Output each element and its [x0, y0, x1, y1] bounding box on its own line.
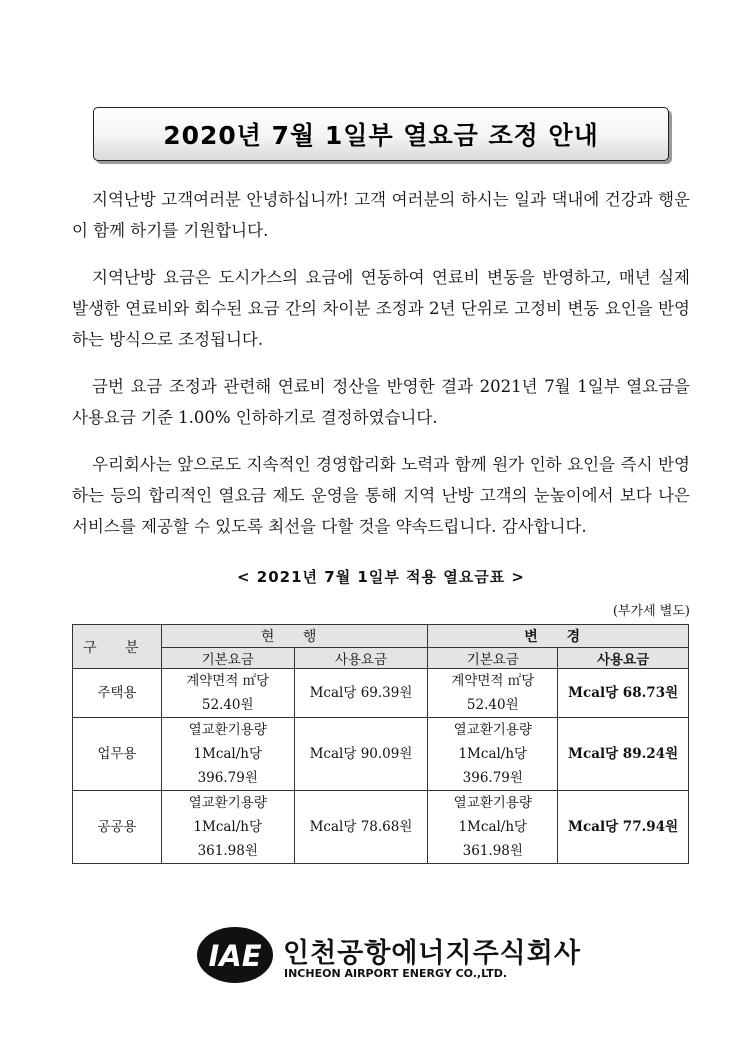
table-header-row: [73, 625, 689, 648]
company-name-korean: 인천공항에너지주식회사: [283, 938, 581, 969]
new-basic-rate: 계약면적 ㎡당 52.40원: [428, 669, 558, 718]
current-basic-rate: 열교환기용량 1Mcal/h당 396.79원: [161, 718, 294, 791]
current-basic-rate: 열교환기용량 1Mcal/h당 361.98원: [161, 791, 294, 864]
paragraph-greeting: 지역난방 고객여러분 안녕하십니까! 고객 여러분의 하시는 일과 댁내에 건강과 행운이 함께 하기를 기원합니다.: [72, 190, 690, 240]
current-usage-rate: Mcal당 90.09원: [294, 718, 428, 791]
paragraph-adjustment: 금번 요금 조정과 관련해 연료비 정산을 반영한 결과 2021년 7월 1일부 열요금을 사용요금 기준 1.00% 인하하기로 결정하였습니다.: [72, 377, 690, 427]
vat-note: (부가세 별도): [612, 604, 690, 619]
row-category: 업무용: [73, 718, 162, 791]
page-title: 2020년 7월 1일부 열요금 조정 안내: [163, 121, 599, 150]
header-changed: 변 경: [428, 625, 689, 648]
header-current-usage: 사용요금: [294, 648, 428, 669]
paragraph-commitment: 우리회사는 앞으로도 지속적인 경영합리화 노력과 함께 원가 인하 요인을 즉시 반영하는 등의 합리적인 열요금 제도 운영을 통해 지역 난방 고객의 눈높이에서 보다 나은 서비스를 제공할 수 있도록 최선을 다할 것을 약속드립니다. 감사합니다.: [72, 455, 690, 536]
new-usage-rate: Mcal당 68.73원: [558, 669, 689, 718]
table-row: [73, 669, 689, 718]
header-changed-usage: 사용요금: [558, 648, 689, 669]
table-row: [73, 718, 689, 791]
company-footer: [195, 925, 581, 985]
new-usage-rate: Mcal당 89.24원: [558, 718, 689, 791]
rate-table: [72, 624, 689, 864]
header-changed-basic: 기본요금: [428, 648, 558, 669]
header-current: 현 행: [161, 625, 428, 648]
title-box: [93, 107, 669, 161]
current-usage-rate: Mcal당 78.68원: [294, 791, 428, 864]
current-basic-rate: 계약면적 ㎡당 52.40원: [161, 669, 294, 718]
header-current-basic: 기본요금: [161, 648, 294, 669]
company-name-english: INCHEON AIRPORT ENERGY CO.,LTD.: [284, 967, 508, 980]
header-category: 구 분: [73, 625, 162, 669]
new-usage-rate: Mcal당 77.94원: [558, 791, 689, 864]
new-basic-rate: 열교환기용량 1Mcal/h당 361.98원: [428, 791, 558, 864]
paragraph-rate-policy: 지역난방 요금은 도시가스의 요금에 연동하여 연료비 변동을 반영하고, 매년 실제 발생한 연료비와 회수된 요금 간의 차이분 조정과 2년 단위로 고정비 변동 요인을 반영하는 방식으로 조정됩니다.: [72, 268, 690, 349]
row-category: 주택용: [73, 669, 162, 718]
table-row: [73, 791, 689, 864]
table-title: < 2021년 7월 1일부 적용 열요금표 >: [237, 568, 525, 586]
svg-text:IAE: IAE: [208, 939, 262, 973]
row-category: 공공용: [73, 791, 162, 864]
new-basic-rate: 열교환기용량 1Mcal/h당 396.79원: [428, 718, 558, 791]
notice-body: [72, 184, 690, 558]
company-logo-icon: [195, 925, 275, 985]
current-usage-rate: Mcal당 69.39원: [294, 669, 428, 718]
table-subheader-row: [73, 648, 689, 669]
